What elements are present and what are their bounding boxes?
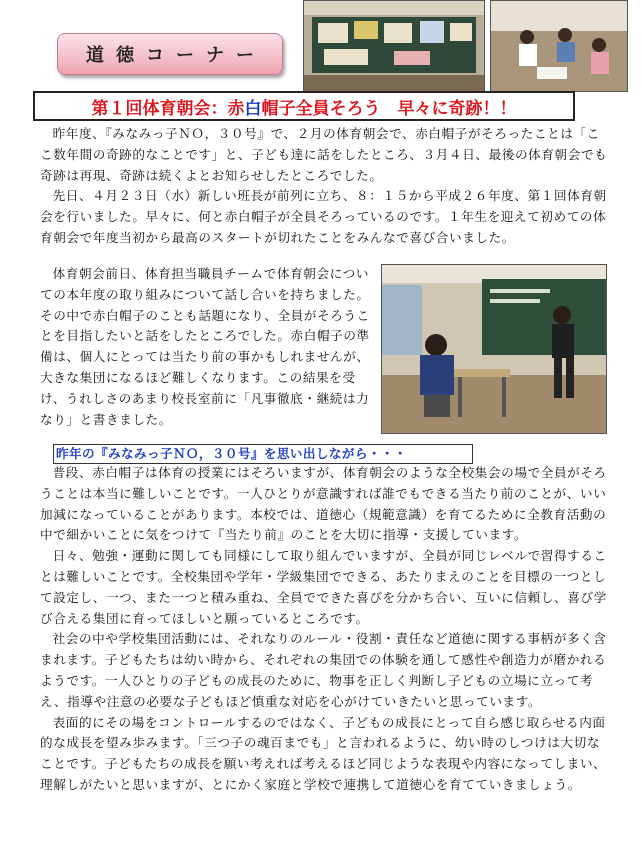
headline [33,91,575,121]
headline-part1: 第１回体育朝会：赤 [91,98,245,119]
classroom-student-teacher-photo [381,264,607,434]
subheading: 昨年の『みなみっ子ＮＯ，３０号』を思い出しながら・・・ [53,444,473,464]
headline-part-blue: 白 [244,98,262,119]
students-on-floor-photo [490,0,628,92]
corner-title: 道徳コーナー [57,33,283,75]
paragraph-4: 普段、赤白帽子は体育の授業にはそろいますが、体育朝会のような全校集会の場で全員がそろうことは本当に難しいことです。一人ひとりが意識すれば誰でもできる当たり前のことが、いい加減になっていることがあります。本校では、道徳心（規範意識）を育てるために全教育活動の中で細かいことに気をつけて『当たり前』のことを大切に指導・支援しています。 [40,465,607,543]
paragraph-3: 体育朝会前日、体育担当職員チームで体育朝会についての本年度の取り組みについて話し合いを持ちました。その中で赤白帽子のことも話題になり、全員がそろうことを目指したいと話をしたところでした。赤白帽子の準備は、個人にとっては当たり前の事かもしれませんが、大きな集団になるほど難しくなります。この結果を受け、うれしさのあまり校長室前に「凡事徹底・継続は力なり」と書きました。 [40,266,370,427]
paragraph-1: 昨年度、『みなみっ子ＮＯ，３０号』で、２月の体育朝会で、赤白帽子がそろったことは「ここ数年間の奇跡的なことです」と、子ども達に話をしたところ、３月４日、最後の体育朝会でも奇跡は再現、奇跡は続くよとお知らせしたところでした。 [40,126,608,183]
paragraph-6: 社会の中や学校集団活動には、それなりのルール・役割・責任など道徳に関する事柄が多く含まれます。子どもたちは幼い時から、それぞれの集団での体験を通して感性や創造力が磨かれるようです。一人ひとりの子どもの成長のために、物事を正しく判断し子どもの立場に立って考え、指導や注意の必要な子どもほど慎重な対応を心がけていきたいと思っています。 [40,631,607,709]
paragraph-5: 日々、勉強・運動に関しても同様にして取り組んでいますが、全員が同じレベルで習得することは難しいことです。全校集団や学年・学級集団でできる、あたりまえのことを目標の一つとして設定し、一つ、また一つと積み重ね、全員でできた喜びを分かち合い、互いに信頼し、喜び学び合える集団に育ってほしいと願っているところです。 [40,548,607,626]
article-intro [40,124,610,249]
article-side-paragraph [40,264,380,430]
article-body [40,463,610,796]
headline-part2: 帽子全員そろう 早々に奇跡！！ [261,98,517,119]
paragraph-7: 表面的にその場をコントロールするのではなく、子どもの成長にとって自ら感じ取らせる内面的な成長を望み歩みます。「三つ子の魂百までも」と言われるように、幼い時のしつけは大切なことです。子どもたちの成長を願い考えれば考えるほど同じような表現や内容になってしまい、理解しがたいと思いますが、とにかく家庭と学校で連携して道徳心を育てていきましょう。 [40,714,607,792]
classroom-blackboard-photo [303,0,485,92]
paragraph-2: 先日、４月２３日（水）新しい班長が前列に立ち、８：１５から平成２６年度、第１回体育朝会を行いました。早々に、何と赤白帽子が全員そろっているのです。１年生を迎えて初めての体育朝会で年度当初から最高のスタートが切れたことをみんなで喜び合いました。 [40,188,607,245]
